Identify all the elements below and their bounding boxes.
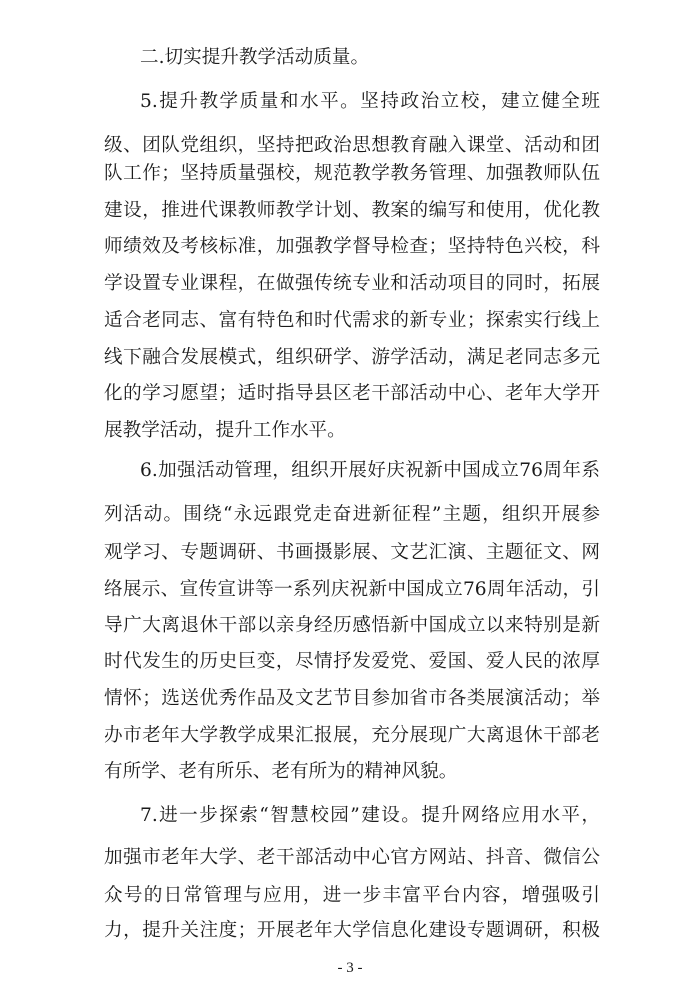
paragraph-5-line: 师绩效及考核标准，加强教学督导检查；坚持特色兴校，科 [104,236,600,257]
paragraph-7-line: 众号的日常管理与应用，进一步丰富平台内容，增强吸引 [104,885,600,906]
paragraph-6-line: 时代发生的历史巨变，尽情抒发爱党、爱国、爱人民的浓厚 [104,651,600,672]
page-number: - 3 - [337,960,363,976]
paragraph-5-line: 级、团队党组织，坚持把政治思想教育融入课堂、活动和团 [104,135,600,156]
paragraph-6-line: 络展示、宣传宣讲等一系列庆祝新中国成立76周年活动，引 [104,579,600,600]
paragraph-5-line: 化的学习愿望；适时指导县区老干部活动中心、老年大学开 [104,383,600,404]
paragraph-7-line: 力，提升关注度；开展老年大学信息化建设专题调研，积极 [104,920,600,941]
paragraph-7-line: 7.进一步探索“智慧校园”建设。提升网络应用水平， [140,805,600,826]
paragraph-5-line: 5.提升教学质量和水平。坚持政治立校，建立健全班 [140,91,600,112]
paragraph-5-line: 线下融合发展模式，组织研学、游学活动，满足老同志多元 [104,347,600,368]
paragraph-7-line: 加强市老年大学、老干部活动中心官方网站、抖音、微信公 [104,847,600,868]
paragraph-5-line: 展教学活动，提升工作水平。 [104,420,346,441]
paragraph-6-line: 6.加强活动管理，组织开展好庆祝新中国成立76周年系 [140,460,600,481]
paragraph-6-line: 观学习、专题调研、书画摄影展、文艺汇演、主题征文、网 [104,542,600,563]
paragraph-6-line: 有所学、老有所乐、老有所为的精神风貌。 [104,761,458,782]
paragraph-6-line: 列活动。围绕“永远跟党走奋进新征程”主题，组织开展参 [104,504,600,525]
paragraph-6-line: 导广大离退休干部以亲身经历感悟新中国成立以来特别是新 [104,615,600,636]
paragraph-5-line: 队工作；坚持质量强校，规范教学教务管理、加强教师队伍 [104,163,600,184]
paragraph-5-line: 适合老同志、富有特色和时代需求的新专业；探索实行线上 [104,310,600,331]
paragraph-6-line: 情怀；选送优秀作品及文艺节目参加省市各类展演活动；举 [104,688,600,709]
paragraph-5-line: 建设，推进代课教师教学计划、教案的编写和使用，优化教 [104,200,600,221]
paragraph-6-line: 办市老年大学教学成果汇报展，充分展现广大离退休干部老 [104,725,600,746]
section-heading: 二.切实提升教学活动质量。 [140,47,370,68]
paragraph-5-line: 学设置专业课程，在做强传统专业和活动项目的同时，拓展 [104,273,600,294]
